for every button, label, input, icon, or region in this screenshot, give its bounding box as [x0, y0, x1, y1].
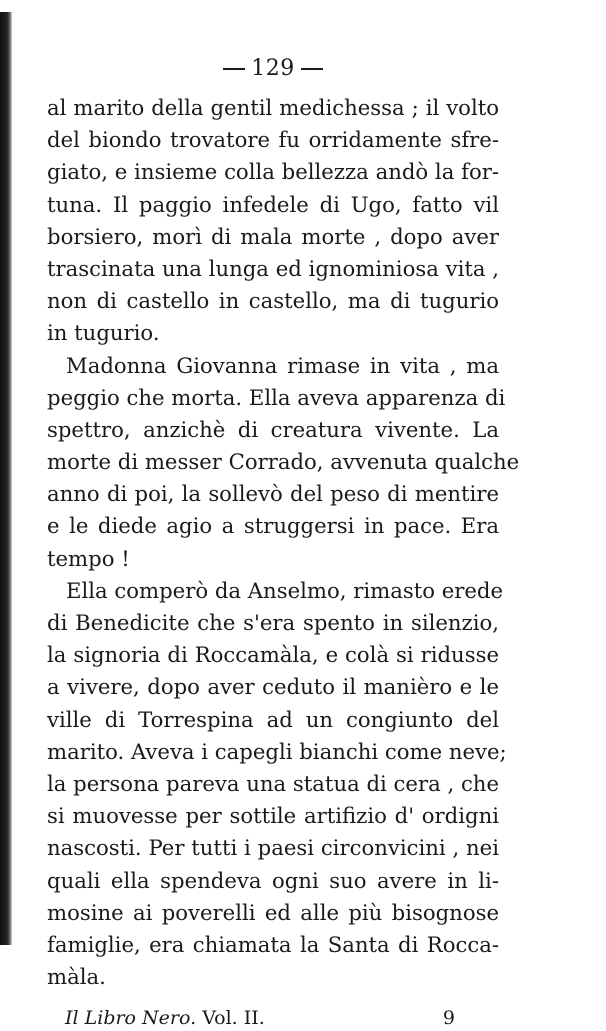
text-line: mosine ai poverelli ed alle più bisognose: [47, 899, 499, 925]
text-line: trascinata una lunga ed ignominiosa vita ,: [47, 255, 499, 281]
text-line: non di castello in castello, ma di tugurio: [47, 288, 499, 314]
body-text: [47, 92, 520, 993]
text-line: marito. Aveva i capegli bianchi come neve;: [47, 738, 507, 764]
header-dash-left: [223, 68, 245, 70]
text-line: anno di poi, la sollevò del peso di mentire: [47, 481, 499, 507]
text-line: del biondo trovatore fu orridamente sfre-: [47, 127, 499, 153]
text-line: Ella comperò da Anselmo, rimasto erede: [66, 577, 504, 603]
volume-label: Vol. II.: [202, 1007, 265, 1030]
book-page: [47, 56, 520, 1031]
text-line: di Benedicite che s'era spento in silenzio,: [47, 610, 499, 635]
text-line: la persona pareva una statua di cera , che: [47, 770, 499, 796]
text-line: ville di Torrespina ad un congiunto del: [47, 706, 499, 732]
book-signature: [65, 1005, 265, 1031]
signature-number: 9: [442, 1007, 455, 1030]
text-line: borsiero, morì di mala morte , dopo aver: [47, 223, 499, 249]
text-line: tuna. Il paggio infedele di Ugo, fatto vil: [47, 191, 499, 217]
text-line: Madonna Giovanna rimase in vita , ma: [66, 352, 499, 378]
text-line: la signoria di Roccamàla, e colà si ridusse: [47, 642, 499, 668]
text-line: màla.: [47, 964, 106, 990]
page-number: 129: [251, 56, 295, 81]
text-line: tempo !: [47, 545, 130, 571]
header-dash-right: [301, 68, 323, 70]
text-line: spettro, anzichè di creatura vivente. La: [47, 416, 499, 442]
text-line: in tugurio.: [47, 320, 160, 346]
page-corner: [0, 0, 12, 12]
text-line: al marito della gentil medichessa ; il volto: [47, 95, 499, 120]
text-line: a vivere, dopo aver ceduto il manièro e le: [47, 674, 499, 700]
text-line: famiglie, era chiamata la Santa di Rocca-: [47, 931, 499, 957]
page-spine-shadow: [0, 0, 12, 945]
text-line: si muovesse per sottile artifizio d' ordigni: [47, 803, 499, 829]
text-line: peggio che morta. Ella aveva apparenza di: [47, 384, 506, 410]
text-line: giato, e insieme colla bellezza andò la for-: [47, 159, 499, 185]
page-footer: [47, 1005, 499, 1031]
text-line: e le diede agio a struggersi in pace. Era: [47, 513, 499, 539]
book-title: Il Libro Nero.: [65, 1007, 197, 1030]
text-line: quali ella spendeva ogni suo avere in li-: [47, 867, 499, 893]
page-header: [47, 58, 499, 84]
text-line: morte di messer Corrado, avvenuta qualche: [47, 449, 520, 475]
text-line: nascosti. Per tutti i paesi circonvicini , nei: [47, 835, 499, 861]
